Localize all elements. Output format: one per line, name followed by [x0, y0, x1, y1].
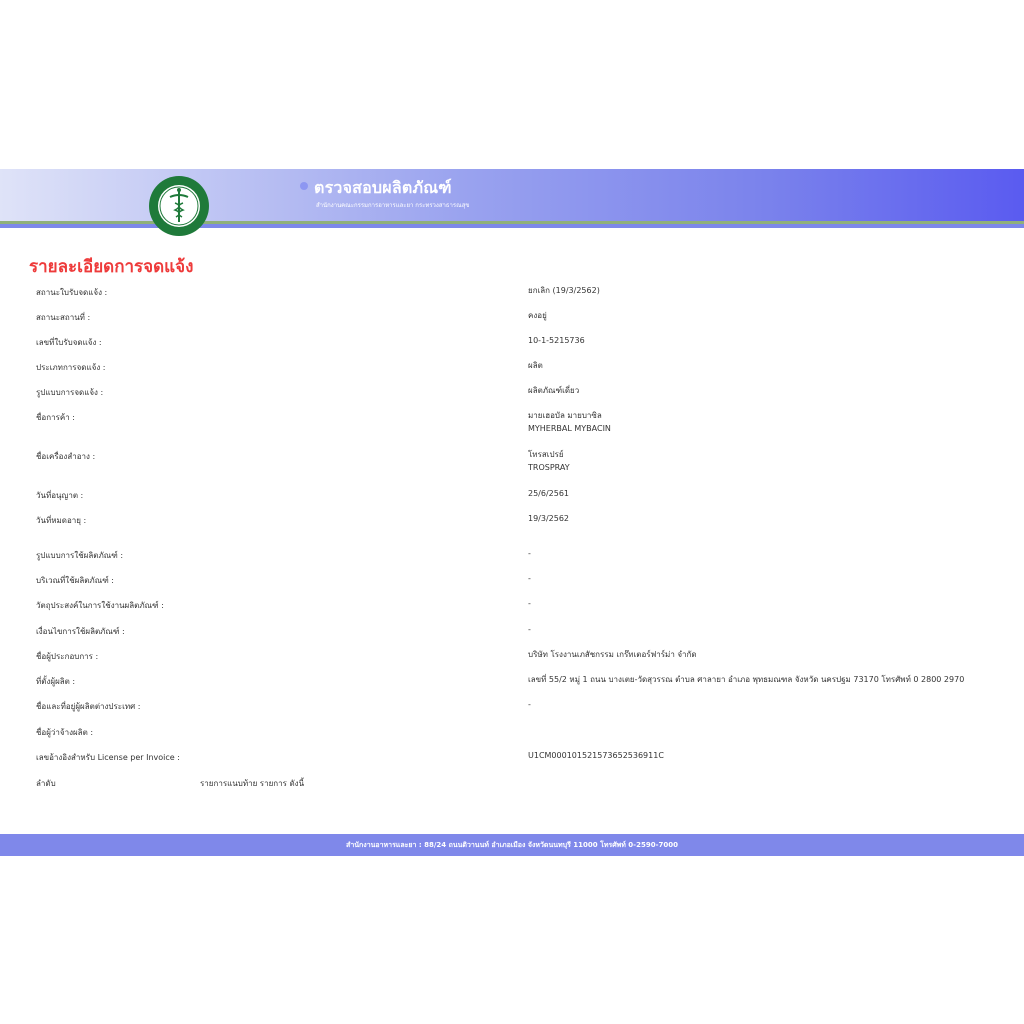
detail-value — [528, 698, 531, 711]
detail-value-line: U1CM000101521573652536911C — [528, 751, 664, 760]
detail-value — [528, 487, 569, 500]
detail-value-line: 25/6/2561 — [528, 489, 570, 498]
detail-value-line: เลขที่ 55/2 หมู่ 1 ถนน บางเตย-วัดสุวรรณ ตำบล ศาลายา อำเภอ พุทธมณฑล จังหวัด นครปฐม 73170 โทรศัพท์ 0 2800 2970 — [528, 675, 965, 684]
detail-value-line: บริษัท โรงงานเภสัชกรรม เกร๊ทเตอร์ฟาร์ม่า จำกัด — [528, 650, 697, 659]
detail-label: วันที่อนุญาต : — [36, 491, 84, 500]
detail-value — [528, 512, 569, 525]
detail-label: ชื่อและที่อยู่ผู้ผลิตต่างประเทศ : — [36, 702, 141, 711]
detail-label: เลขที่ใบรับจดแจ้ง : — [36, 338, 102, 347]
footer — [0, 834, 1024, 856]
detail-label: รูปแบบการใช้ผลิตภัณฑ์ : — [36, 551, 124, 560]
detail-value — [528, 597, 531, 610]
detail-label: วันที่หมดอายุ : — [36, 516, 87, 525]
detail-value-line: โทรสเปรย์ — [528, 450, 564, 459]
detail-value-line: TROSPRAY — [528, 463, 570, 472]
detail-value-line: ผลิตภัณฑ์เดี่ยว — [528, 386, 580, 395]
site-title: ตรวจสอบผลิตภัณฑ์ — [314, 178, 452, 197]
footer-address: สำนักงานอาหารและยา : 88/24 ถนนติวานนท์ อำเภอเมือง จังหวัดนนทบุรี 11000 โทรศัพท์ 0-2590-7000 — [346, 841, 678, 849]
detail-value — [528, 309, 547, 322]
detail-value — [528, 623, 531, 636]
detail-value — [528, 409, 611, 435]
detail-label: ชื่อการค้า : — [36, 413, 75, 422]
detail-value — [528, 384, 579, 397]
detail-value — [528, 334, 585, 347]
detail-value-line: - — [528, 574, 531, 583]
detail-label: ชื่อผู้ประกอบการ : — [36, 652, 99, 661]
detail-value — [528, 673, 964, 686]
bullet-icon — [300, 182, 308, 190]
detail-value — [528, 572, 531, 585]
detail-label: บริเวณที่ใช้ผลิตภัณฑ์ : — [36, 576, 114, 585]
detail-value-line: - — [528, 625, 531, 634]
detail-value-line: - — [528, 599, 531, 608]
detail-value-line: มายเฮอบัล มายบาซิล — [528, 411, 602, 420]
detail-value-line: 10-1-5215736 — [528, 336, 585, 345]
detail-value-line: 19/3/2562 — [528, 514, 570, 523]
detail-value — [528, 648, 697, 661]
detail-label: สถานะใบรับจดแจ้ง : — [36, 288, 108, 297]
ministry-logo — [148, 175, 210, 237]
order-value: รายการแนบท้าย รายการ ดังนี้ — [200, 779, 305, 788]
detail-value — [528, 448, 570, 474]
detail-label: เงื่อนไขการใช้ผลิตภัณฑ์ : — [36, 627, 125, 636]
detail-value — [528, 284, 600, 297]
order-label: ลำดับ — [36, 779, 56, 788]
site-subtitle: สำนักงานคณะกรรมการอาหารและยา กระทรวงสาธารณสุข — [316, 202, 470, 209]
detail-value-line: ผลิต — [528, 361, 543, 370]
detail-label: เลขอ้างอิงสำหรับ License per Invoice : — [36, 753, 180, 762]
detail-value-line: - — [528, 700, 531, 709]
detail-value-line: - — [528, 549, 531, 558]
detail-label: รูปแบบการจดแจ้ง : — [36, 388, 104, 397]
detail-label: ชื่อเครื่องสำอาง : — [36, 452, 96, 461]
page-title: รายละเอียดการจดแจ้ง — [29, 257, 194, 277]
detail-value-line: MYHERBAL MYBACIN — [528, 424, 611, 433]
detail-label: วัตถุประสงค์ในการใช้งานผลิตภัณฑ์ : — [36, 601, 164, 610]
detail-label: ชื่อผู้ว่าจ้างผลิต : — [36, 728, 94, 737]
detail-value — [528, 749, 664, 762]
detail-label: สถานะสถานที่ : — [36, 313, 91, 322]
detail-value — [528, 359, 543, 372]
detail-value-line: คงอยู่ — [528, 311, 547, 320]
detail-label: ประเภทการจดแจ้ง : — [36, 363, 106, 372]
detail-value-line: ยกเลิก (19/3/2562) — [528, 286, 600, 295]
detail-value — [528, 547, 531, 560]
detail-label: ที่ตั้งผู้ผลิต : — [36, 677, 76, 686]
